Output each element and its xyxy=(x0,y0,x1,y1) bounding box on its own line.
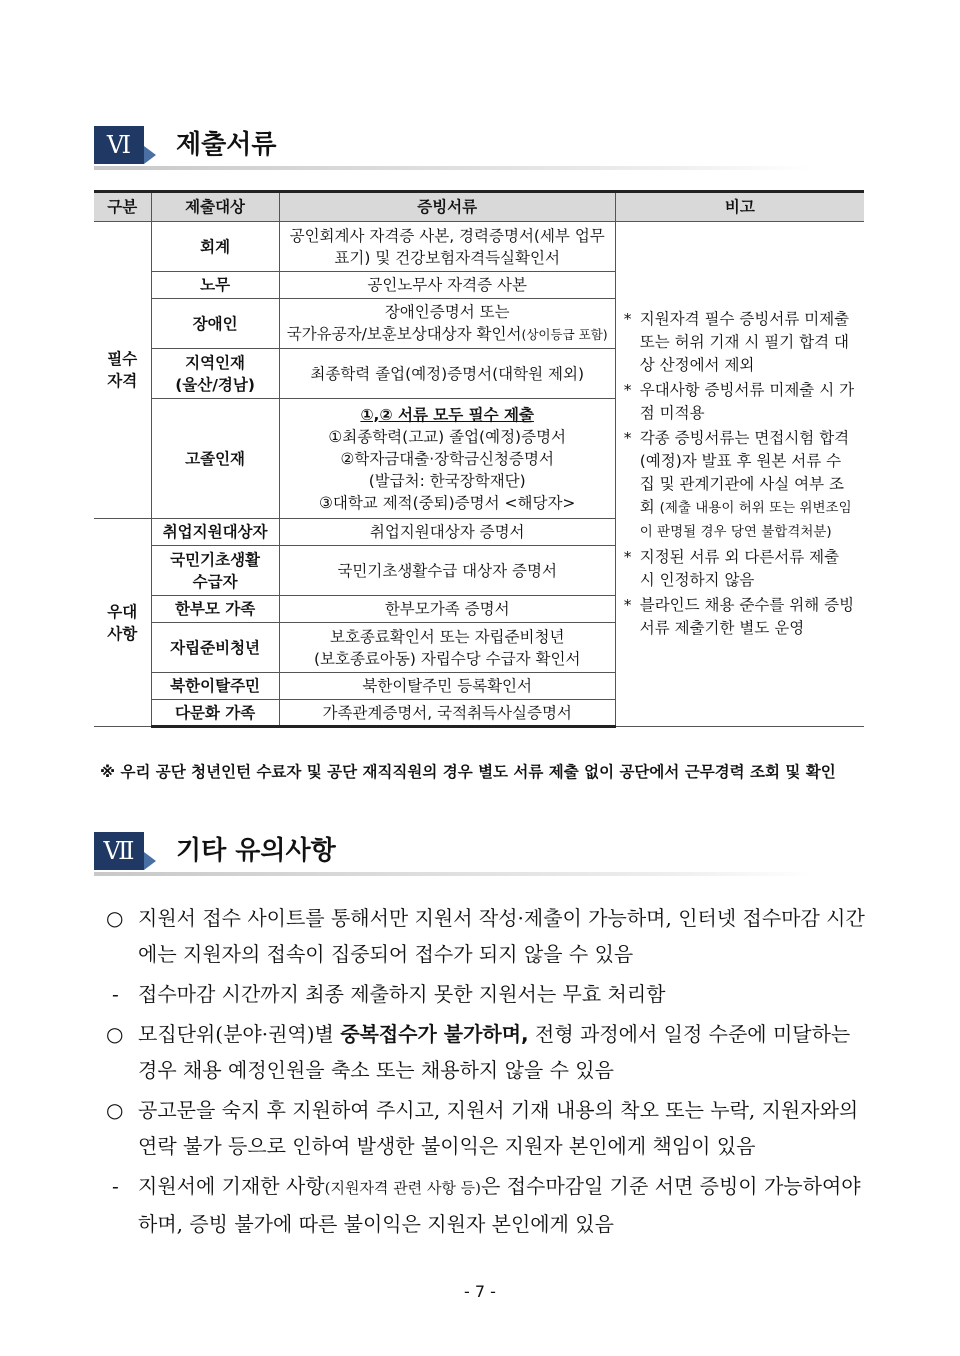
documents-cell: ①,② 서류 모두 필수 제출 ①최종학력(고교) 졸업(예정)증명서 ②학자금대출·장학금신청증명서 (발급처: 한국장학재단) ③대학교 제적(중퇴)증명서 <해당자> xyxy=(279,399,615,519)
required-note: ①,② 서류 모두 필수 제출 xyxy=(360,405,534,424)
circle-bullet-icon: ○ xyxy=(106,906,124,930)
documents-cell: 최종학력 졸업(예정)증명서(대학원 제외) xyxy=(279,349,615,399)
remark-item: * 지원자격 필수 증빙서류 미제출 또는 허위 기재 시 필기 합격 대상 산정에서 제외 xyxy=(623,310,850,374)
category-preferential: 우대 사항 xyxy=(94,519,151,727)
documents-cell: 북한이탈주민 등록확인서 xyxy=(279,673,615,700)
page-number: - 7 - xyxy=(464,1282,496,1301)
section-number-badge: Ⅵ xyxy=(94,126,144,164)
notice-item: ○ 모집단위(분야·권역)별 중복접수가 불가하며, 전형 과정에서 일정 수준에 미달하는 경우 채용 예정인원을 축소 또는 채용하지 않을 수 있음 xyxy=(100,1016,870,1088)
section-number-badge: Ⅶ xyxy=(94,832,144,870)
documents-cell: 가족관계증명서, 국적취득사실증명서 xyxy=(279,700,615,727)
documents-cell: 공인회계사 자격증 사본, 경력증명서(세부 업무 표기) 및 건강보험자격득실확인서 xyxy=(279,222,615,272)
notice-item: ○ 지원서 접수 사이트를 통해서만 지원서 작성·제출이 가능하며, 인터넷 접수마감 시간에는 지원자의 접속이 집중되어 접수가 되지 않을 수 있음 xyxy=(100,900,870,972)
section-title: 제출서류 xyxy=(176,130,277,160)
divider xyxy=(94,872,814,876)
notice-subitem: - 지원서에 기재한 사항(지원자격 관련 사항 등)은 접수마감일 기준 서면 증빙이 가능하여야 하며, 증빙 불가에 따른 불이익은 지원자 본인에게 있음 xyxy=(100,1168,870,1242)
category-required: 필수 자격 xyxy=(94,222,151,519)
target-cell: 다문화 가족 xyxy=(151,700,279,727)
documents-cell: 보호종료확인서 또는 자립준비청년 (보호종료아동) 자립수당 수급자 확인서 xyxy=(279,623,615,673)
section-title: 기타 유의사항 xyxy=(176,836,336,866)
documents-cell: 한부모가족 증명서 xyxy=(279,596,615,623)
target-cell: 회계 xyxy=(151,222,279,272)
section-6-header xyxy=(94,126,864,170)
notice-item: ○ 공고문을 숙지 후 지원하여 주시고, 지원서 기재 내용의 착오 또는 누락, 지원자와의 연락 불가 등으로 인하여 발생한 불이익은 지원자 본인에게 책임이 있음 xyxy=(100,1092,870,1164)
header-remarks: 비고 xyxy=(615,192,864,222)
target-cell: 장애인 xyxy=(151,299,279,349)
target-cell: 고졸인재 xyxy=(151,399,279,519)
footnote: ※ 우리 공단 청년인턴 수료자 및 공단 재직직원의 경우 별도 서류 제출 없이 공단에서 근무경력 조회 및 확인 xyxy=(100,763,836,781)
documents-table xyxy=(94,190,864,728)
remark-item: * 블라인드 채용 준수를 위해 증빙 서류 제출기한 별도 운영 xyxy=(623,596,855,637)
target-cell: 노무 xyxy=(151,272,279,299)
notice-subitem: - 접수마감 시간까지 최종 제출하지 못한 지원서는 무효 처리함 xyxy=(100,976,870,1012)
divider xyxy=(94,166,814,170)
documents-cell: 장애인증명서 또는 국가유공자/보훈보상대상자 확인서(상이등급 포함) xyxy=(279,299,615,349)
header-category: 구분 xyxy=(94,192,151,222)
header-target: 제출대상 xyxy=(151,192,279,222)
dash-bullet-icon: - xyxy=(112,1174,119,1198)
documents-cell: 공인노무사 자격증 사본 xyxy=(279,272,615,299)
documents-cell: 국민기초생활수급 대상자 증명서 xyxy=(279,546,615,596)
circle-bullet-icon: ○ xyxy=(106,1098,124,1122)
remarks-cell xyxy=(615,222,864,727)
target-cell: 취업지원대상자 xyxy=(151,519,279,546)
target-cell: 북한이탈주민 xyxy=(151,673,279,700)
remark-item: * 각종 증빙서류는 면접시험 합격(예정)자 발표 후 원본 서류 수집 및 관계기관에 사실 여부 조회 (제출 내용이 허위 또는 위변조임이 판명될 경우 당연 불합격처분) xyxy=(623,429,852,540)
table-header-row xyxy=(94,192,864,222)
section-7-header xyxy=(94,832,864,876)
dash-bullet-icon: - xyxy=(112,982,119,1006)
target-cell: 한부모 가족 xyxy=(151,596,279,623)
target-cell: 지역인재 (울산/경남) xyxy=(151,349,279,399)
arrow-icon xyxy=(144,852,156,870)
table-row xyxy=(94,222,864,272)
remark-item: * 우대사항 증빙서류 미제출 시 가점 미적용 xyxy=(623,381,855,422)
target-cell: 자립준비청년 xyxy=(151,623,279,673)
circle-bullet-icon: ○ xyxy=(106,1022,124,1046)
header-documents: 증빙서류 xyxy=(279,192,615,222)
notice-body xyxy=(100,900,870,1246)
arrow-icon xyxy=(144,146,156,164)
remark-item: * 지정된 서류 외 다른서류 제출 시 인정하지 않음 xyxy=(623,548,840,589)
documents-cell: 취업지원대상자 증명서 xyxy=(279,519,615,546)
target-cell: 국민기초생활 수급자 xyxy=(151,546,279,596)
